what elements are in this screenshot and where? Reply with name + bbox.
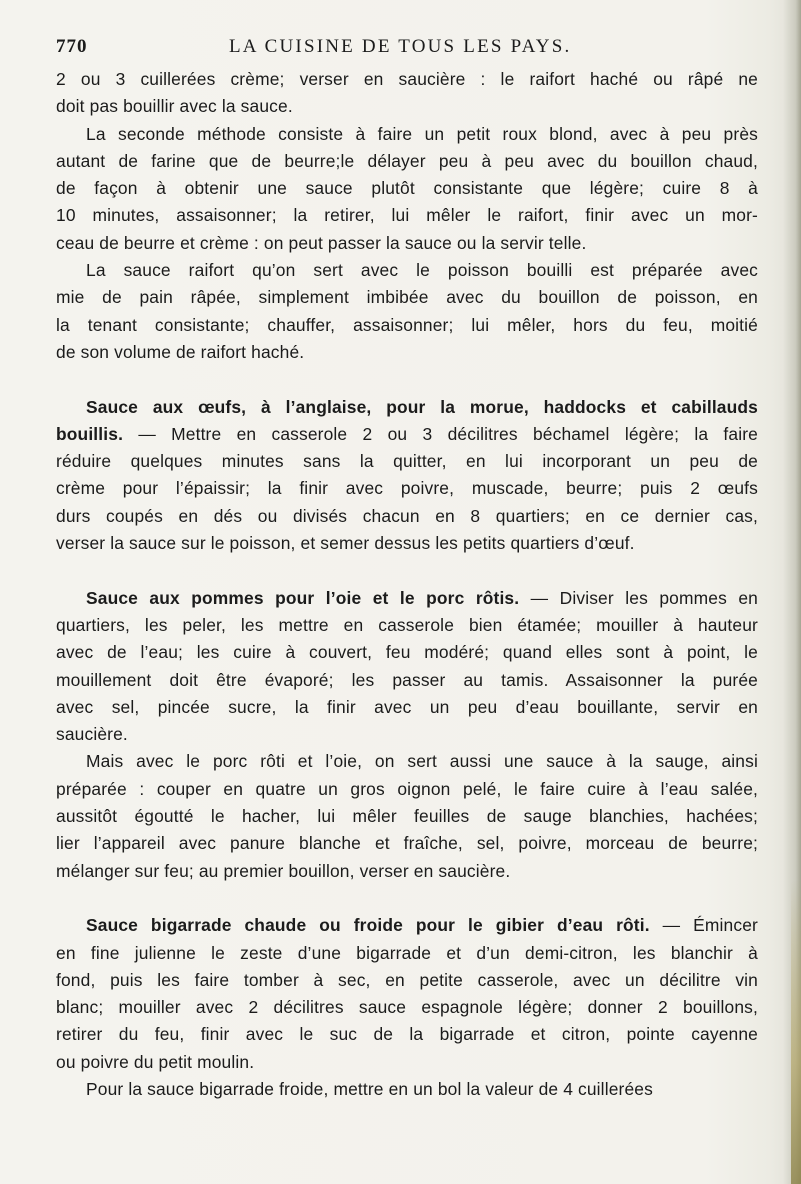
text-span: — Émincer: [662, 915, 758, 936]
text-line: [56, 421, 758, 448]
text-line: la tenant consistante; chauffer, assaisonner; lui mêler, hors du feu, moitié: [56, 314, 758, 335]
text-line: réduire quelques minutes sans la quitter, en lui incorporant un peu de: [56, 451, 758, 472]
text-line: verser la sauce sur le poisson, et semer dessus les petits quartiers d’œuf.: [56, 533, 635, 554]
text-line: Mais avec le porc rôti et l’oie, on sert aussi une sauce à la sauge, ainsi: [86, 751, 758, 772]
text-line: ceau de beurre et crème : on peut passer la sauce ou la servir telle.: [56, 232, 587, 253]
text-line: mélanger sur feu; au premier bouillon, verser en saucière.: [56, 860, 511, 881]
text-line: aussitôt égoutté le hacher, lui mêler feuilles de sauge blanchies, hachées;: [56, 806, 758, 827]
recipe-title-line: Sauce aux œufs, à l’anglaise, pour la morue, haddocks et cabillauds: [86, 396, 758, 417]
text-line: retirer du feu, finir avec le suc de la bigarrade et citron, pointe cayenne: [56, 1024, 758, 1045]
text-line: ou poivre du petit moulin.: [56, 1051, 255, 1072]
text-line: préparée : couper en quatre un gros oignon pelé, le faire cuire à l’eau salée,: [56, 778, 758, 799]
text-line: La seconde méthode consiste à faire un petit roux blond, avec à peu près: [86, 123, 758, 144]
text-line: quartiers, les peler, les mettre en casserole bien étamée; mouiller à hauteur: [56, 614, 758, 635]
page-edge-stain: [791, 880, 801, 1184]
body-text: [56, 66, 758, 1103]
text-line: blanc; mouiller avec 2 décilitres sauce espagnole légère; donner 2 bouillons,: [56, 997, 758, 1018]
recipe-title: Sauce bigarrade chaude ou froide pour le gibier d’eau rôti.: [86, 915, 650, 936]
paragraph-gap: [56, 557, 758, 584]
text-span: — Diviser les pommes en: [530, 587, 758, 608]
text-line: de façon à obtenir une sauce plutôt consistante que légère; cuire 8 à: [56, 178, 758, 199]
recipe-title: Sauce aux pommes pour l’oie et le porc rôtis.: [86, 587, 520, 608]
text-line: 2 ou 3 cuillerées crème; verser en saucière : le raifort haché ou râpé ne: [56, 69, 758, 89]
text-line: 10 minutes, assaisonner; la retirer, lui mêler le raifort, finir avec un mor-: [56, 205, 758, 226]
text-line: avec sel, pincée sucre, la finir avec un peu d’eau bouillante, servir en: [56, 696, 758, 717]
paragraph-gap: [56, 885, 758, 912]
text-line: mouillement doit être évaporé; les passer au tamis. Assaisonner la purée: [56, 669, 758, 690]
text-line: saucière.: [56, 724, 128, 745]
text-line: [56, 585, 758, 612]
text-line: lier l’appareil avec panure blanche et fraîche, sel, poivre, morceau de beurre;: [56, 833, 758, 854]
text-line: [56, 912, 758, 939]
text-line: doit pas bouillir avec la sauce.: [56, 96, 293, 117]
paragraph-gap: [56, 366, 758, 393]
page-number: 770: [56, 36, 88, 57]
text-line: de son volume de raifort haché.: [56, 341, 305, 362]
text-line: en fine julienne le zeste d’une bigarrade et d’un demi-citron, les blanchir à: [56, 942, 758, 963]
text-line: Pour la sauce bigarrade froide, mettre en un bol la valeur de 4 cuillerées: [86, 1078, 653, 1099]
text-line: durs coupés en dés ou divisés chacun en 8 quartiers; en ce dernier cas,: [56, 505, 758, 526]
text-line: mie de pain râpée, simplement imbibée avec du bouillon de poisson, en: [56, 287, 758, 308]
text-line: crème pour l’épaissir; la finir avec poivre, muscade, beurre; puis 2 œufs: [56, 478, 758, 499]
text-line: avec de l’eau; les cuire à couvert, feu modéré; quand elles sont à point, le: [56, 642, 758, 663]
text-line: autant de farine que de beurre;le délayer peu à peu avec du bouillon chaud,: [56, 150, 758, 171]
page-header: [56, 36, 756, 64]
text-line: La sauce raifort qu’on sert avec le poisson bouilli est préparée avec: [86, 260, 758, 281]
text-span: — Mettre en casserole 2 ou 3 décilitres béchamel légère; la faire: [138, 423, 758, 444]
running-title: LA CUISINE DE TOUS LES PAYS.: [229, 36, 572, 57]
recipe-title-continuation: bouillis.: [56, 423, 124, 444]
text-line: fond, puis les faire tomber à sec, en petite casserole, avec un décilitre vin: [56, 969, 758, 990]
